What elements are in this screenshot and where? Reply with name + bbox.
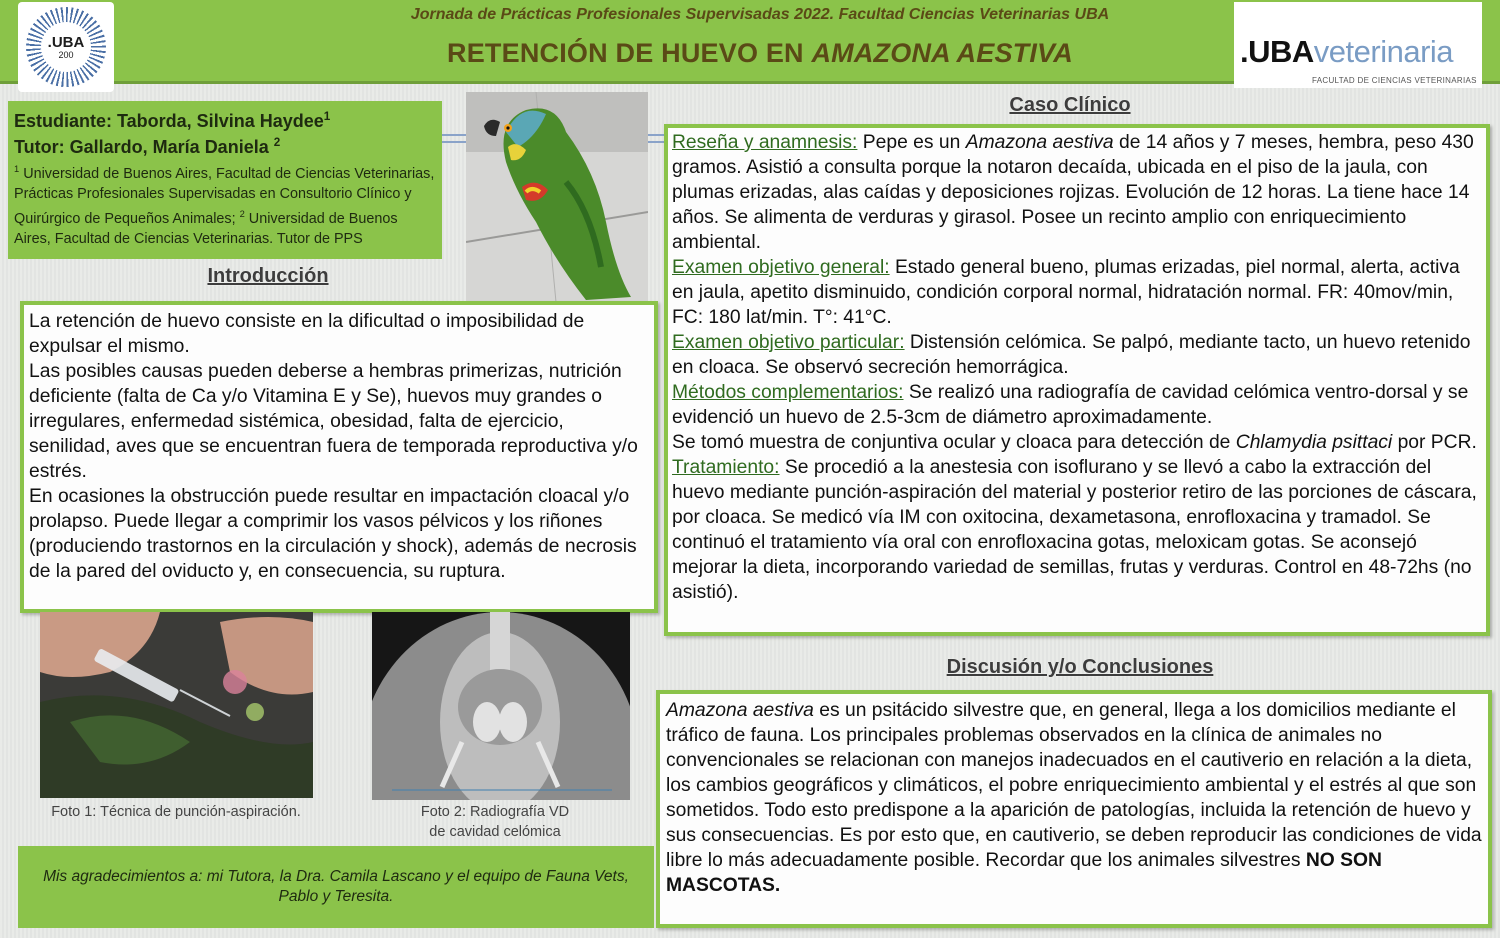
discussion-heading: Discusión y/o Conclusiones xyxy=(946,656,1214,678)
case-section-metodos: Métodos complementarios: Se realizó una radiografía de cavidad celómica ventro-dorsal y se evidenció un huevo de 2.5-3cm de diámetro aproximadamente. xyxy=(672,382,1469,428)
uba-200-logo xyxy=(18,2,114,92)
tutor-name: Tutor: Gallardo, María Daniela $^2$ xyxy=(14,136,281,157)
photo1-caption: Foto 1: Técnica de punción-aspiración. xyxy=(51,804,301,820)
case-section-tratamiento: Tratamiento: Se procedió a la anestesia con isoflurano y se llevó a cabo la extracción del huevo mediante punción-aspiración del material y posterior retiro de las porciones de cáscara, por cloaca. Se medicó vía IM con oxitocina, dexametasona, enrofloxacina y tramadol. Se continuó el tratamiento vía oral con enrofloxacina gotas, meloxicam gotas. Se aconsejó mejorar la dieta, incorporando variedad de semillas, frutas y verduras. Control en 48-72hs (no asistió). xyxy=(672,457,1477,603)
acknowledgements-text: Mis agradecimientos a: mi Tutora, la Dra. Camila Lascano y el equipo de Fauna Vets, Pablo y Teresita. xyxy=(43,868,629,905)
parrot-image xyxy=(466,92,648,302)
vet-logo-sub: FACULTAD DE CIENCIAS VETERINARIAS xyxy=(1312,76,1477,85)
connector-line xyxy=(442,134,468,143)
uba-logo-text: .UBA xyxy=(47,33,85,51)
discussion-text-box xyxy=(656,690,1492,928)
vet-logo-light: veterinaria xyxy=(1313,34,1454,69)
sunburst-icon xyxy=(26,7,106,87)
poster-title xyxy=(250,38,1270,69)
vet-logo-bold: .UBA xyxy=(1240,34,1314,69)
case-section-particular: Examen objetivo particular: Distensión celómica. Se palpó, mediante tacto, un huevo retenido en cloaca. Se observó secreción hemorrágica. xyxy=(672,332,1471,378)
affiliations: $^1$ Universidad de Buenos Aires, Facultad de Ciencias Veterinarias, Prácticas Profesionales Supervisadas en Consultorio Clínico y Quirúrgico de Pequeños Animales; $^2$ Universidad de Buenos Aires, Facultad de Ciencias Veterinarias. Tutor de PPS xyxy=(14,164,435,247)
discussion-species: Amazona aestiva xyxy=(666,700,814,721)
student-name: Estudiante: Taborda, Silvina Haydee$^1$ xyxy=(14,110,331,131)
case-text-box xyxy=(664,124,1490,636)
intro-text-box xyxy=(20,301,658,613)
case-heading: Caso Clínico xyxy=(1009,94,1131,116)
uba-logo-sub: 200 xyxy=(58,49,74,60)
case-section-general: Examen objetivo general: Estado general bueno, plumas erizadas, piel normal, alerta, activa en jaula, apetito disminuido, condición corporal normal, hidratación normal. FR: 40mov/min, FC: 180 lat/min. T°: 41°C. xyxy=(672,257,1460,328)
case-section-resena: Reseña y anamnesis: Pepe es un Amazona aestiva de 14 años y 7 meses, hembra, peso 430 gramos. Asistió a consulta porque la notaron decaída, ubicada en el piso de la jaula, con plumas erizadas, alas caídas y deposiciones rojizas. Evolución de 12 horas. La tiene hace 14 años. Se alimenta de verduras y girasol. Posee un recinto amplio con enriquecimiento ambiental. xyxy=(672,132,1474,253)
radiograph-photo xyxy=(372,612,630,800)
intro-heading: Introducción xyxy=(207,265,329,287)
discussion-text: es un psitácido silvestre que, en general, llega a los domicilios mediante el tráfico de fauna. Los principales problemas observados en la clínica de animales no convencionales se relacionan con manejos inadecuados en el cautiverio en relación a la dieta, los cambios geográficos y climáticos, el pobre enriquecimiento ambiental y el estrés al que son sometidos. Todo esto predispone a la aparición de patologías, incluida la retención de huevo y sus consecuencias. Es por esto que, en cautiverio, se deben reproducir las condiciones de vida libre lo más adecuadamente posible. Recordar que los animales silvestres xyxy=(666,700,1482,871)
intro-paragraph: Las posibles causas pueden deberse a hembras primerizas, nutrición deficiente (falta de Ca y/o Vitamina E y Se), huevos muy grandes o irregulares, enfermedad sistémica, obesidad, falta de ejercicio, senilidad, aves que se encuentran fuera de temporada reproductiva y/o estrés. xyxy=(29,361,638,482)
discussion-emphasis: NO SON MASCOTAS. xyxy=(666,850,1382,896)
parrot-photo xyxy=(466,92,648,302)
intro-paragraph: En ocasiones la obstrucción puede resultar en impactación cloacal y/o prolapso. Puede llegar a comprimir los vasos pélvicos y los riñones (produciendo trastornos en la circulación y shock), además de necrosis de la pared del oviducto y, en consecuencia, su ruptura. xyxy=(29,486,637,582)
case-section-pcr: Se tomó muestra de conjuntiva ocular y cloaca para detección de Chlamydia psittaci por PCR. xyxy=(672,432,1477,453)
intro-paragraph: La retención de huevo consiste en la dificultad o imposibilidad de expulsar el mismo. xyxy=(29,311,585,357)
acknowledgements-box xyxy=(18,846,654,928)
poster-title-italic: AMAZONA AESTIVA xyxy=(811,38,1073,68)
puncture-image xyxy=(40,612,313,798)
event-line: Jornada de Prácticas Profesionales Supervisadas 2022. Facultad Ciencias Veterinarias UBA xyxy=(410,6,1110,23)
uba-veterinaria-logo xyxy=(1234,2,1482,88)
authors-box xyxy=(8,101,442,259)
puncture-aspiration-photo xyxy=(40,612,313,798)
radiograph-image xyxy=(372,612,630,800)
photo2-caption: Foto 2: Radiografía VD de cavidad celómica xyxy=(420,804,570,840)
poster-title-plain: RETENCIÓN DE HUEVO EN xyxy=(447,38,812,68)
